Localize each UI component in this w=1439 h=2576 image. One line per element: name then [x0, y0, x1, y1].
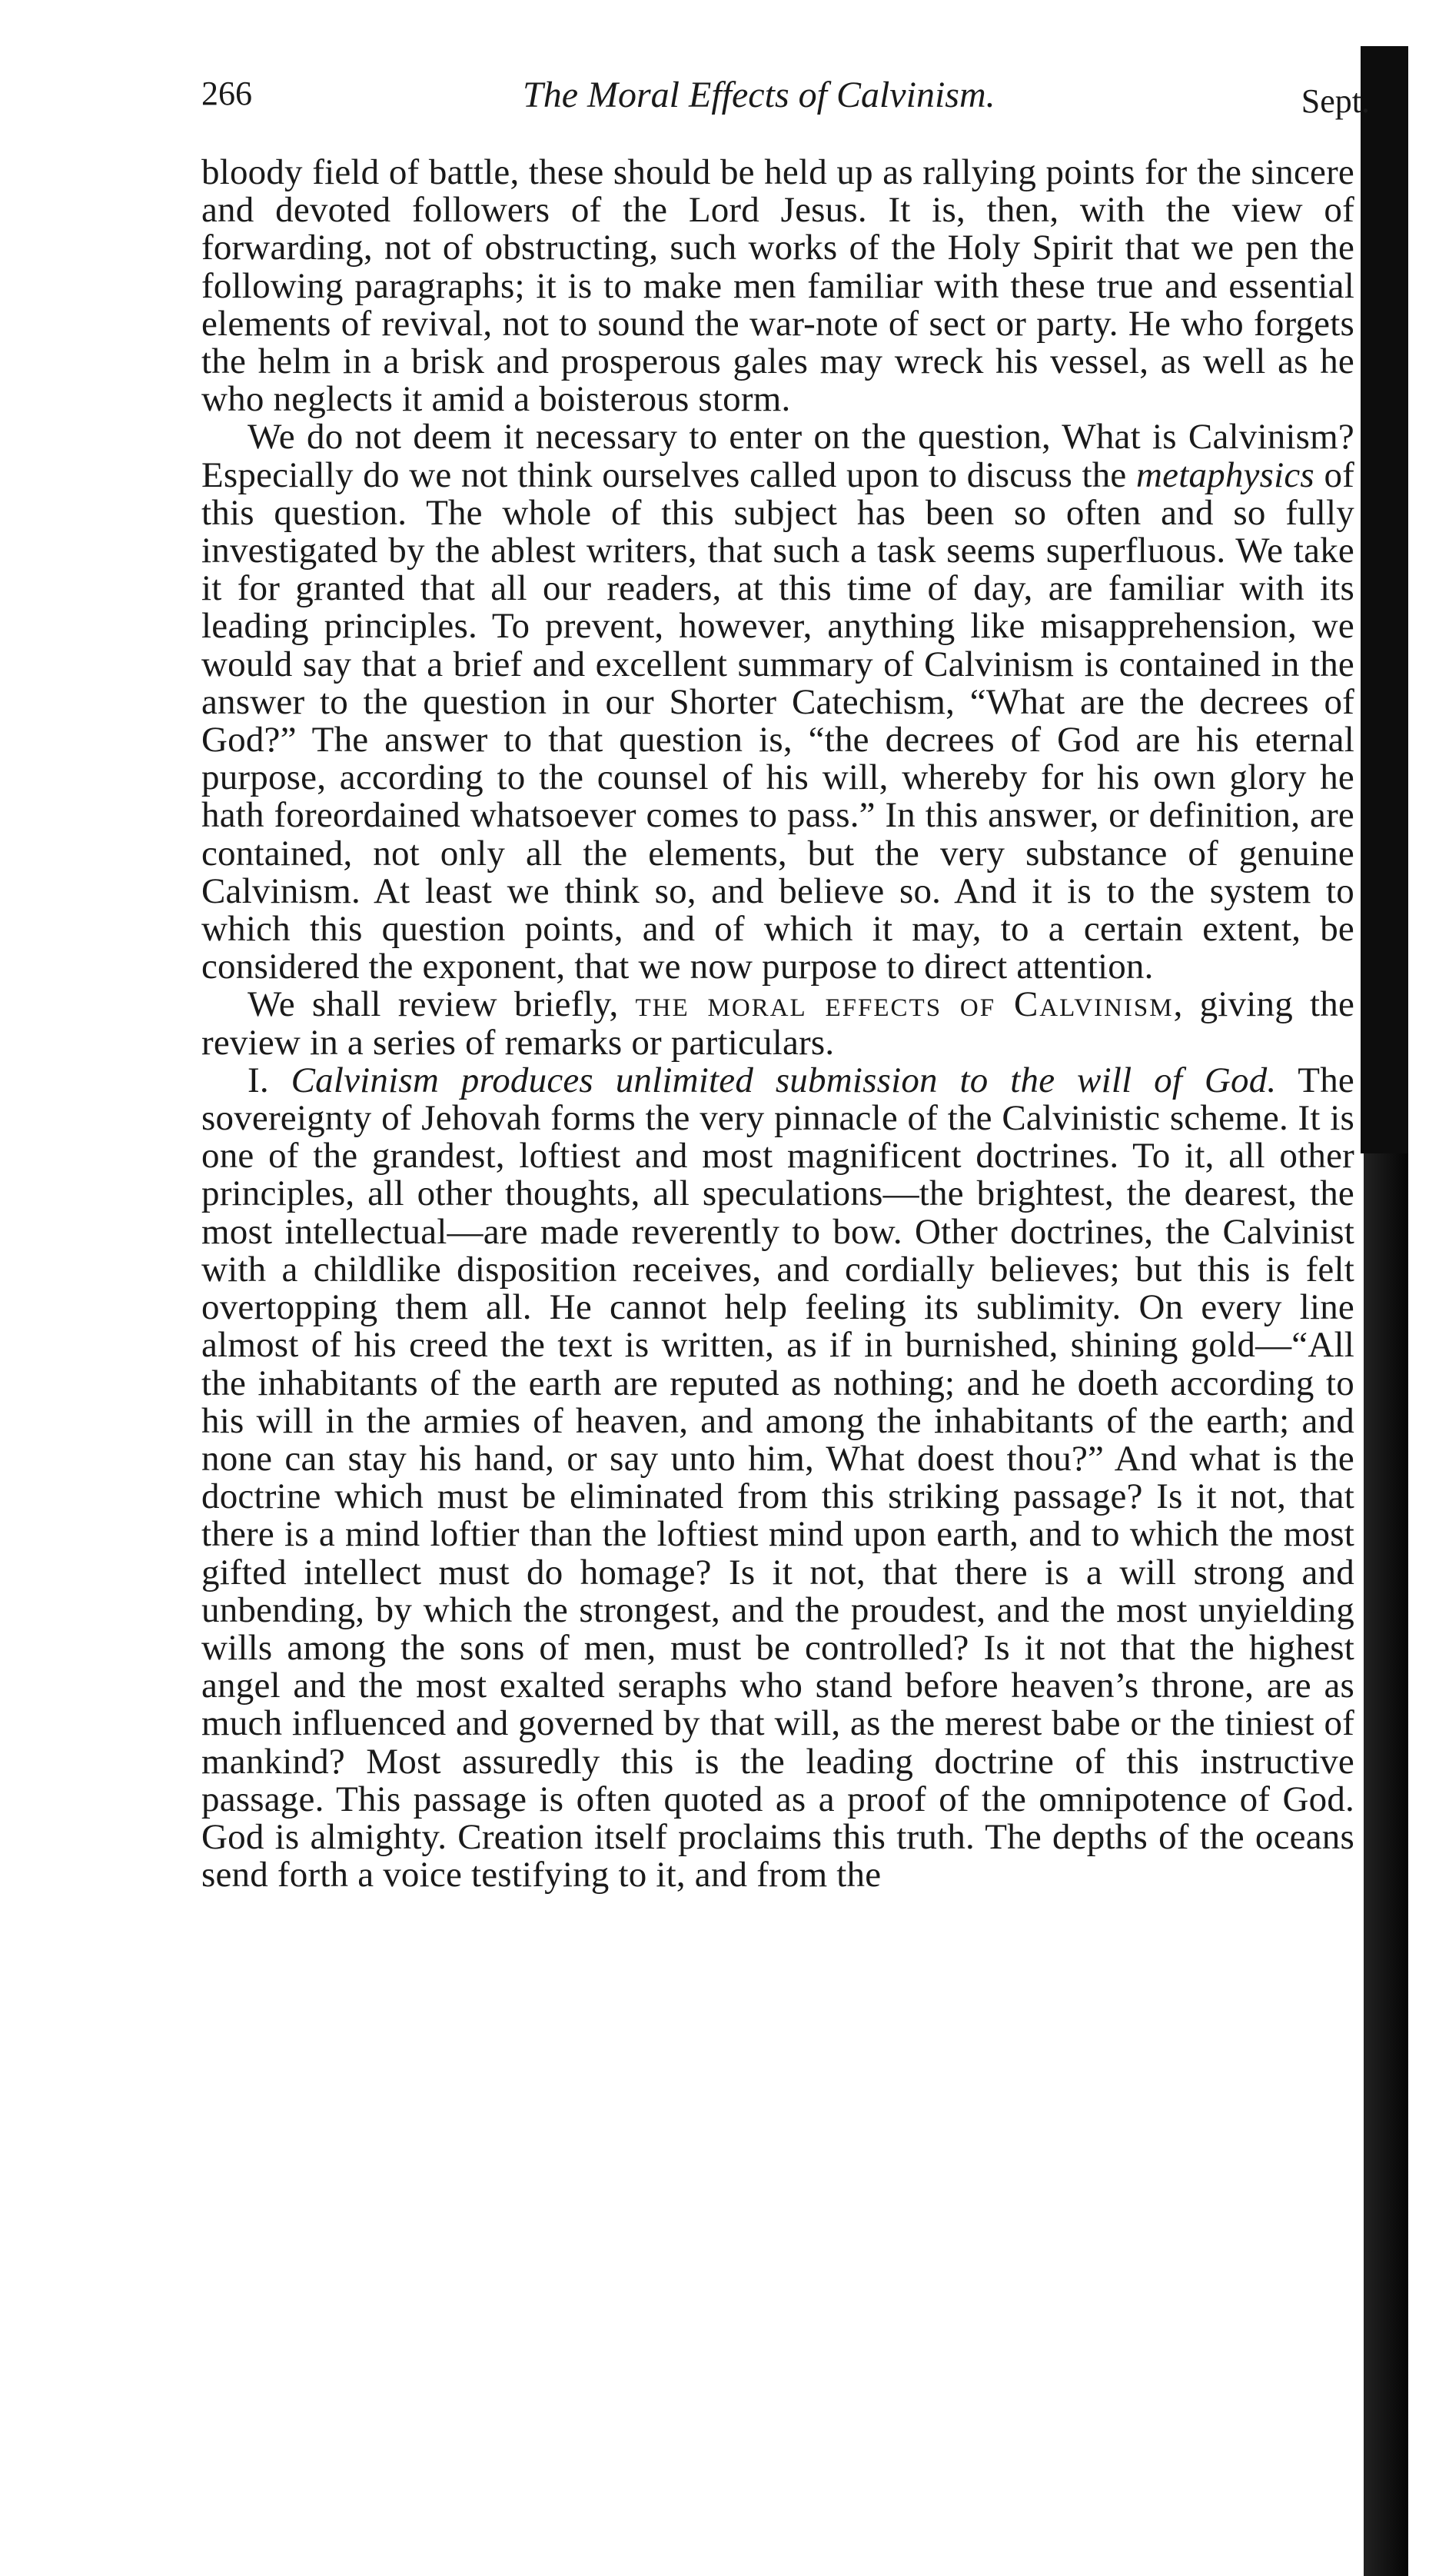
text-segment: The sovereignty of Jehovah forms the very pinnacle of the Calvinistic scheme. It is one of the grandest, loftiest and most magnificent doctrines. To it, all other principles, all other thoughts, all speculations—the brightest, the dearest, the most intellectual—are made reverently to bow. Other doctrines, the Calvinist with a childlike disposition receives, and cordially believes; but this is felt overtopping them all. He cannot help feeling its sublimity. On every line almost of his creed the text is written, as if in burnished, shining gold—“All the inhabitants of the earth are reputed as nothing; and he doeth according to his will in the armies of heaven, and among the inhabitants of the earth; and none can stay his hand, or say unto him, What doest thou?” And what is the doctrine which must be eliminated from this striking passage? Is it not, that there is a mind loftier than the loftiest mind upon earth, and to which the most gifted intellect must do homage? Is it not, that there is a will strong and unbending, by which the strongest, and the proudest, and the most unyielding wills among the sons of men, must be controlled? Is it not that the highest angel and the most exalted seraphs who stand before heaven’s throne, are as much influenced and governed by that will, as the merest babe or the tiniest of mankind? Most assuredly this is the leading doctrine of this instructive passage. This passage is often quoted as a proof of the omnipotence of God. God is almighty. Creation itself proclaims this truth. The depths of the oceans send forth a voice testifying to it, and from the: [201, 1060, 1354, 1895]
binding-shadow-lower: [1364, 1153, 1408, 2576]
text-segment: We do not deem it necessary to enter on the question, What is Calvinism? Especially do we not think ourselves called upon to discuss the: [201, 417, 1354, 495]
paragraph-p3: [201, 986, 1354, 1061]
binding-shadow: [1361, 46, 1408, 1153]
text-segment: We shall review briefly,: [248, 984, 636, 1025]
text-segment: bloody field of battle, these should be held up as rallying points for the sincere and devoted followers of the Lord Jesus. It is, then, with the view of forwarding, not of obstructing, such works of the Holy Spirit that we pen the following paragraphs; it is to make men familiar with these true and essential elements of revival, not to sound the war-note of sect or party. He who forgets the helm in a brisk and prosperous gales may wreck his vessel, as well as he who neglects it amid a boisterous storm.: [201, 152, 1354, 420]
text-segment: of this question. The whole of this subject has been so often and so fully investigated by the ablest writers, that such a task seems superfluous. We take it for granted that all our readers, at this time of day, are familiar with its leading principles. To prevent, however, anything like misapprehension, we would say that a brief and excellent summary of Calvinism is contained in the answer to the question in our Shorter Catechism, “What are the decrees of God?” The answer to that question is, “the decrees of God are his eternal purpose, according to the counsel of his will, whereby for his own glory he hath foreordained whatsoever comes to pass.” In this answer, or definition, are contained, not only all the elements, but the very substance of genuine Calvinism. At least we think so, and believe so. And it is to the system to which this question points, and of which it may, to a certain extent, be considered the exponent, that we now purpose to direct attention.: [201, 454, 1354, 987]
page-number: 266: [201, 75, 252, 112]
text-segment: the moral effects of Calvinism: [635, 984, 1174, 1025]
running-title: The Moral Effects of Calvinism.: [523, 75, 995, 115]
header-month: Sept.: [1301, 82, 1370, 120]
paragraph-p4: [201, 1062, 1354, 1894]
article-body: [201, 154, 1354, 1894]
text-segment: metaphysics: [1136, 454, 1314, 495]
text-segment: , giving the review in a series of remarks or particulars.: [201, 984, 1355, 1063]
text-segment: I.: [248, 1060, 291, 1100]
paragraph-p2: [201, 418, 1354, 986]
text-segment: Calvinism produces unlimited submission to the will of God.: [291, 1060, 1277, 1100]
page-header: [201, 74, 1370, 129]
paragraph-p1: [201, 154, 1354, 418]
